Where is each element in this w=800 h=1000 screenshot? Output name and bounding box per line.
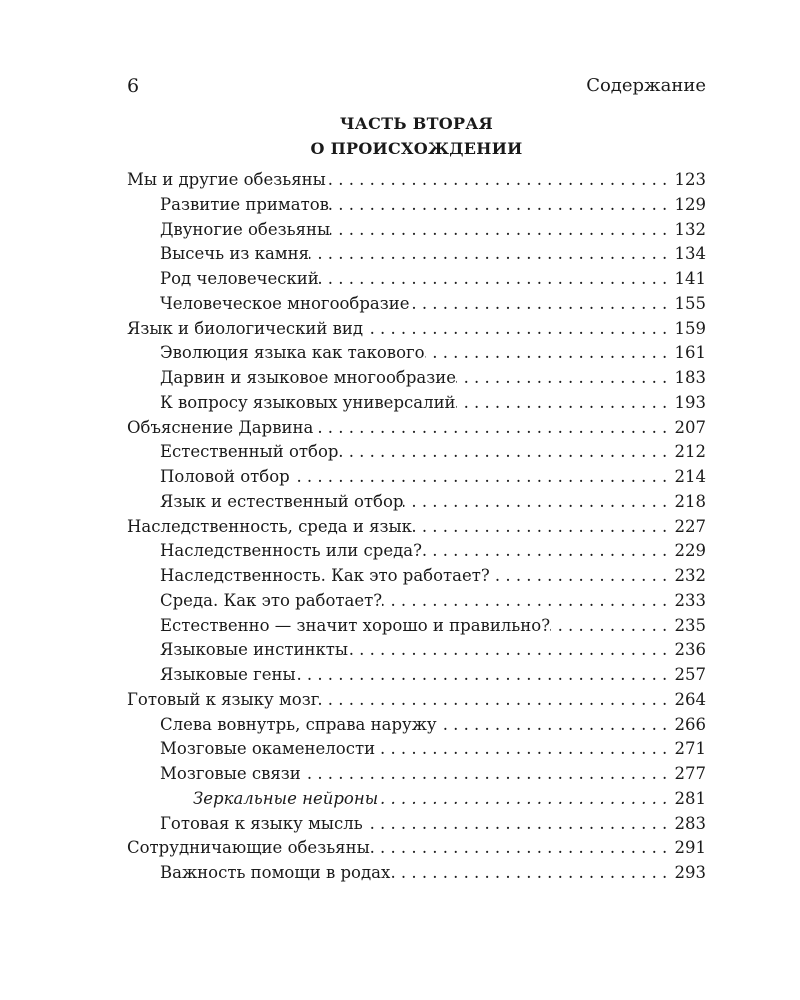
toc-entry-title: Мозговые окаменелости xyxy=(160,739,376,759)
dot-leader xyxy=(410,292,675,317)
toc-entry-title: Мы и другие обезьяны xyxy=(127,170,326,189)
toc-section-entry xyxy=(127,713,706,738)
toc-section-entry xyxy=(127,391,706,416)
toc-entry-title: Языковые гены xyxy=(160,665,296,684)
toc-entry-page: 271 xyxy=(674,739,706,759)
toc-section-entry xyxy=(127,614,706,639)
toc-section-entry xyxy=(127,465,706,490)
toc-entry-page: 212 xyxy=(674,442,706,462)
dot-leader xyxy=(301,762,675,787)
toc-entry-page: 264 xyxy=(674,689,706,709)
toc-chapter-entry xyxy=(127,168,706,193)
dot-leader xyxy=(363,812,675,837)
toc-entry-page: 134 xyxy=(674,244,706,264)
toc-entry-page: 266 xyxy=(674,714,706,734)
toc-entry-title: Двуногие обезьяны xyxy=(160,219,331,239)
toc-entry-title: Среда. Как это работает? xyxy=(160,590,383,610)
dot-leader xyxy=(370,836,675,861)
toc-section-entry xyxy=(127,762,706,787)
toc-entry-page: 229 xyxy=(674,541,706,561)
part-label: ЧАСТЬ ВТОРАЯ xyxy=(339,114,494,133)
dot-leader xyxy=(390,861,674,886)
toc-chapter-entry xyxy=(127,515,706,540)
toc-entry-title: Сотрудничающие обезьяны xyxy=(127,838,370,858)
toc-entry-page: 141 xyxy=(674,269,706,288)
toc-entry-title: Язык и естественный отбор xyxy=(160,491,404,511)
toc-entry-page: 129 xyxy=(674,194,706,214)
toc-entry-page: 277 xyxy=(674,764,706,783)
toc-entry-page: 207 xyxy=(674,417,706,437)
part-title: О ПРОИСХОЖДЕНИИ xyxy=(310,139,523,158)
toc-entry-page: 123 xyxy=(674,170,706,189)
toc-entry-title: Слева вовнутрь, справа наружу xyxy=(160,714,437,734)
toc-section-entry xyxy=(127,341,706,366)
toc-entry-page: 193 xyxy=(674,392,706,412)
dot-leader xyxy=(319,267,675,292)
toc-section-entry xyxy=(127,292,706,317)
toc-entry-title: Язык и биологический вид xyxy=(127,318,364,338)
toc-section-entry xyxy=(127,490,706,515)
dot-leader xyxy=(378,787,674,812)
toc-section-entry xyxy=(127,737,706,762)
toc-entry-page: 183 xyxy=(674,368,706,387)
dot-leader xyxy=(338,440,674,465)
toc-section-entry xyxy=(127,663,706,688)
toc-entry-title: Человеческое многообразие xyxy=(160,293,410,313)
table-of-contents xyxy=(127,168,706,886)
toc-entry-page: 161 xyxy=(674,343,706,363)
toc-entry-page: 291 xyxy=(674,838,706,858)
dot-leader xyxy=(456,391,675,416)
toc-entry-title: Высечь из камня xyxy=(160,244,310,264)
toc-entry-title: Половой отбор xyxy=(160,467,290,486)
toc-entry-title: Важность помощи в родах xyxy=(160,863,391,882)
toc-section-entry xyxy=(127,638,706,663)
dot-leader xyxy=(490,564,675,589)
dot-leader xyxy=(348,638,674,663)
toc-entry-page: 159 xyxy=(674,318,706,338)
toc-entry-page: 214 xyxy=(674,467,706,486)
toc-entry-page: 233 xyxy=(674,590,706,610)
dot-leader xyxy=(290,465,675,490)
toc-entry-title: Готовая к языку мысль xyxy=(160,813,363,833)
dot-leader xyxy=(309,242,674,267)
running-title: Содержание xyxy=(586,75,706,96)
toc-entry-page: 281 xyxy=(674,788,706,808)
toc-chapter-entry xyxy=(127,688,706,713)
toc-entry-title: Развитие приматов xyxy=(160,194,329,214)
dot-leader xyxy=(326,168,675,193)
toc-section-entry xyxy=(127,242,706,267)
toc-entry-page: 235 xyxy=(674,615,706,635)
dot-leader xyxy=(550,614,674,639)
toc-entry-page: 155 xyxy=(674,293,706,313)
toc-entry-title: Наследственность. Как это работает? xyxy=(160,566,490,585)
dot-leader xyxy=(412,515,675,540)
toc-entry-title: Наследственность, среда и язык xyxy=(127,516,412,536)
toc-chapter-entry xyxy=(127,416,706,441)
dot-leader xyxy=(437,713,675,738)
toc-entry-page: 132 xyxy=(674,219,706,239)
dot-leader xyxy=(456,366,675,391)
toc-section-entry xyxy=(127,218,706,243)
toc-section-entry xyxy=(127,539,706,564)
toc-entry-title: Мозговые связи xyxy=(160,764,301,783)
dot-leader xyxy=(425,341,675,366)
toc-section-entry xyxy=(127,861,706,886)
dot-leader xyxy=(363,317,674,342)
toc-entry-title: Готовый к языку мозг xyxy=(127,689,320,709)
dot-leader xyxy=(422,539,675,564)
toc-section-entry xyxy=(127,787,706,812)
toc-entry-title: Зеркальные нейроны xyxy=(193,788,379,808)
dot-leader xyxy=(329,193,675,218)
toc-entry-page: 236 xyxy=(674,640,706,660)
toc-entry-title: Наследственность или среда? xyxy=(160,541,422,561)
toc-entry-page: 218 xyxy=(674,491,706,511)
dot-leader xyxy=(313,416,674,441)
toc-entry-title: Дарвин и языковое многообразие xyxy=(160,368,456,387)
dot-leader xyxy=(296,663,675,688)
toc-entry-title: Объяснение Дарвина xyxy=(127,417,314,437)
toc-section-entry xyxy=(127,812,706,837)
dot-leader xyxy=(375,737,674,762)
dot-leader xyxy=(319,688,674,713)
dot-leader xyxy=(330,218,674,243)
toc-entry-title: Естественно — значит хорошо и правильно? xyxy=(160,615,551,635)
dot-leader xyxy=(403,490,674,515)
toc-section-entry xyxy=(127,564,706,589)
toc-entry-page: 293 xyxy=(674,863,706,882)
toc-section-entry xyxy=(127,267,706,292)
toc-entry-page: 227 xyxy=(674,516,706,536)
page-number: 6 xyxy=(127,75,140,97)
toc-entry-page: 232 xyxy=(674,566,706,585)
toc-entry-page: 257 xyxy=(674,665,706,684)
toc-chapter-entry xyxy=(127,317,706,342)
toc-entry-title: Естественный отбор xyxy=(160,442,339,462)
dot-leader xyxy=(382,589,674,614)
toc-entry-page: 283 xyxy=(674,813,706,833)
toc-section-entry xyxy=(127,366,706,391)
toc-entry-title: Род человеческий xyxy=(160,269,319,288)
toc-entry-title: Эволюция языка как такового xyxy=(160,343,425,363)
toc-chapter-entry xyxy=(127,836,706,861)
toc-entry-title: Языковые инстинкты xyxy=(160,640,349,660)
toc-entry-title: К вопросу языковых универсалий xyxy=(160,392,456,412)
toc-section-entry xyxy=(127,193,706,218)
toc-section-entry xyxy=(127,589,706,614)
toc-section-entry xyxy=(127,440,706,465)
